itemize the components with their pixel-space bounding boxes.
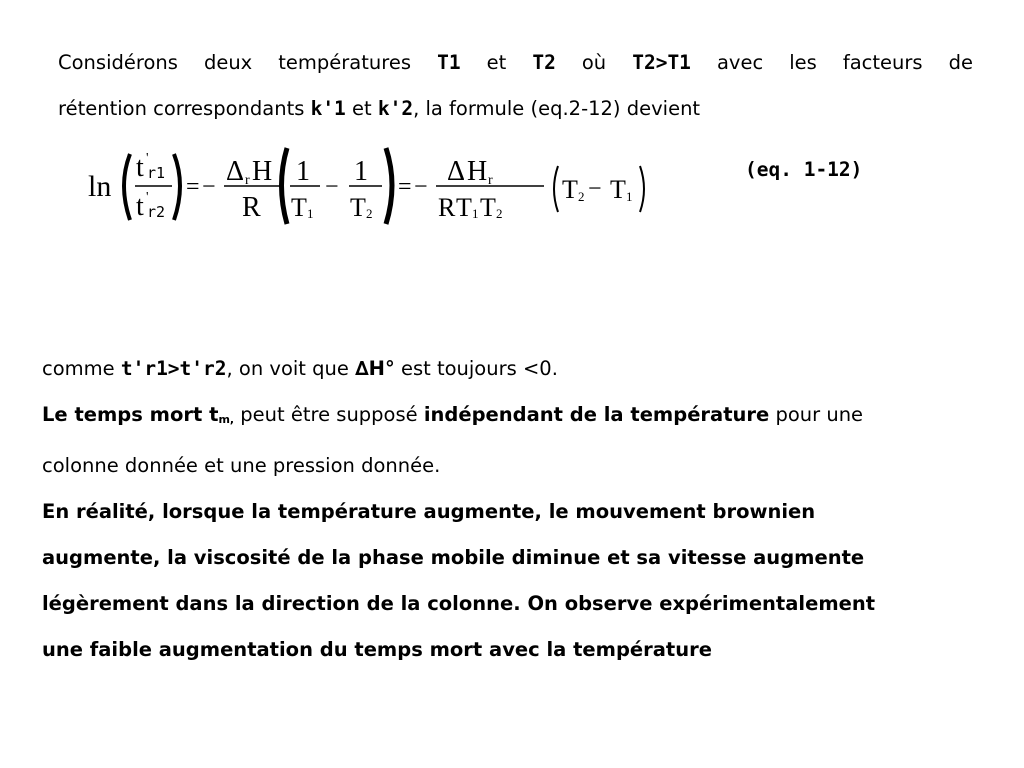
intro-text: Considérons deux températures: [58, 51, 438, 74]
temperature-t2: T2: [532, 51, 556, 74]
intro-text: rétention correspondants: [58, 97, 311, 120]
body-line-7: une faible augmentation du temps mort avec la température: [42, 638, 712, 661]
eq-t-den: t: [136, 191, 144, 222]
body-line-3: colonne donnée et une pression donnée.: [42, 454, 441, 477]
body-text: pour une: [769, 403, 864, 426]
eq-delta: Δ: [447, 156, 466, 187]
body-text: , on voit que: [226, 357, 356, 380]
temperature-independence: indépendant de la température: [423, 403, 770, 426]
eq-prime: ': [146, 190, 149, 205]
temperature-condition: T2>T1: [632, 51, 691, 74]
eq-sub-1: 1: [307, 206, 314, 221]
equation-label: (eq. 1-12): [745, 158, 863, 181]
eq-small-right-paren: [640, 166, 644, 212]
body-paragraph: [42, 346, 982, 673]
intro-text: et: [345, 97, 378, 120]
body-text: est toujours <0.: [394, 357, 558, 380]
retention-factor-k2: k'2: [377, 97, 414, 120]
eq-delta: Δ: [226, 156, 245, 187]
eq-minus: −: [202, 174, 216, 200]
eq-h: H: [467, 156, 488, 187]
eq-minus: −: [414, 174, 428, 200]
eq-r-sub: r: [488, 173, 493, 188]
intro-paragraph: [58, 40, 973, 132]
temperature-t1: T1: [437, 51, 461, 74]
eq-r-sub: r: [245, 173, 250, 188]
eq-big-right-paren: [386, 148, 392, 224]
eq-sub-2: 2: [366, 206, 373, 221]
eq-big-left-paren: [282, 148, 288, 224]
body-text: peut être supposé: [234, 403, 424, 426]
eq-minus: −: [325, 174, 339, 200]
eq-ln: ln: [88, 170, 112, 203]
eq-sub-1: 1: [472, 206, 479, 221]
eq-small-left-paren: [554, 166, 558, 212]
eq-t1: T: [610, 175, 626, 204]
intro-text: et: [460, 51, 533, 74]
eq-sub-2: 2: [578, 189, 585, 204]
eq-minus: −: [588, 176, 602, 202]
eq-t2: T: [562, 175, 578, 204]
body-line-1: [42, 346, 982, 392]
eq-equals: =: [398, 174, 412, 200]
eq-one: 1: [354, 156, 368, 187]
eq-r2: r2: [147, 203, 166, 221]
intro-line-2: [58, 86, 973, 132]
eq-t2: T: [350, 193, 366, 222]
body-text: comme: [42, 357, 121, 380]
dead-time-subscript: m,: [218, 413, 235, 426]
eq-sub-1: 1: [626, 189, 633, 204]
eq-r-gas: R: [438, 193, 456, 222]
eq-t1: T: [456, 193, 472, 222]
eq-t2: T: [480, 193, 496, 222]
eq-t-num: t: [136, 152, 144, 183]
eq-one: 1: [296, 156, 310, 187]
eq-right-paren: [174, 154, 180, 220]
body-line-2: [42, 392, 982, 443]
body-line-4: En réalité, lorsque la température augmente, le mouvement brownien: [42, 500, 816, 523]
intro-text: où: [555, 51, 633, 74]
enthalpy-symbol: ∆H°: [355, 357, 395, 380]
intro-text: avec les facteurs de: [690, 51, 974, 74]
eq-r-gas: R: [242, 192, 261, 223]
eq-left-paren: [124, 154, 130, 220]
eq-prime: ': [146, 151, 149, 166]
dead-time-heading: Le temps mort t: [42, 403, 219, 426]
eq-sub-2: 2: [496, 206, 503, 221]
intro-line-1: [58, 40, 973, 86]
eq-t1: T: [291, 193, 307, 222]
eq-r1: r1: [147, 164, 166, 182]
body-line-6: légèrement dans la direction de la colonne. On observe expérimentalement: [42, 592, 876, 615]
eq-equals: =: [186, 174, 200, 200]
retention-time-condition: t'r1>t'r2: [120, 357, 227, 380]
intro-text: , la formule (eq.2-12) devient: [413, 97, 701, 120]
vant-hoff-equation: [84, 140, 664, 230]
eq-h: H: [252, 156, 273, 187]
retention-factor-k1: k'1: [310, 97, 346, 120]
body-line-5: augmente, la viscosité de la phase mobile diminue et sa vitesse augmente: [42, 546, 865, 569]
